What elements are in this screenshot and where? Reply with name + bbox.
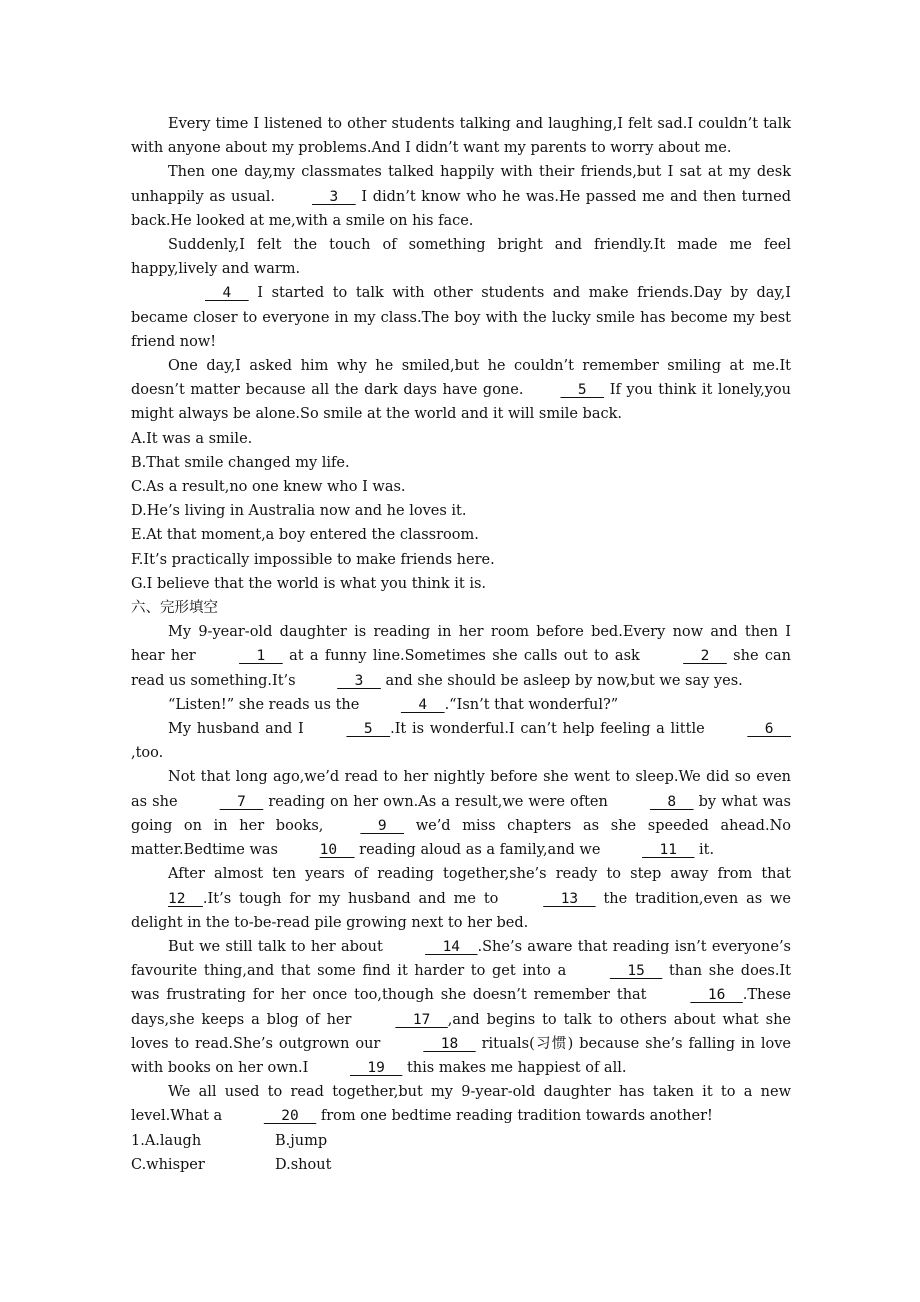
text: I started to talk with other students and make friends.Day by day,I became closer to everyone in my class.The boy with the lucky smile has become my best friend now! — [131, 285, 791, 350]
text: .These days,she keeps a blog of her — [131, 987, 791, 1028]
paragraph — [131, 693, 791, 717]
text: it. — [694, 842, 715, 859]
answer-blank: 2 — [683, 648, 727, 665]
text: ,too. — [131, 745, 164, 762]
text: the tradition,even as we delight in the to-be-read pile growing next to her bed. — [131, 890, 792, 931]
text: .It’s tough for my husband and me to — [202, 890, 507, 907]
text: by what was going on in her books, — [131, 793, 791, 834]
option: D.He’s living in Australia now and he loves it. — [131, 503, 467, 520]
answer-blank: 5 — [560, 382, 605, 399]
text: One day,I asked him why he smiled,but he couldn’t remember smiling at me.It doesn’t matter because all the dark days have gone. — [131, 358, 791, 399]
answer-blank: 8 — [649, 793, 694, 810]
section-heading: 六、完形填空 — [131, 600, 218, 617]
text: After almost ten years of reading together,she’s ready to step away from that — [168, 866, 791, 883]
paragraph — [131, 354, 791, 427]
answer-blank: 17 — [395, 1011, 448, 1028]
paragraph: Every time I listened to other students talking and laughing,I felt sad.I couldn’t talk with anyone about my problems.And I didn’t want my parents to worry about me. — [131, 116, 791, 157]
paragraph — [131, 1080, 791, 1128]
text: My 9-year-old daughter is reading in her room before bed.Every now and then I hear her — [131, 624, 791, 665]
option: B.That smile changed my life. — [131, 454, 350, 471]
option: A.It was a smile. — [131, 430, 253, 447]
answer-blank: 20 — [263, 1108, 317, 1125]
option-d: D.shout — [275, 1156, 332, 1173]
text: at a funny line.Sometimes she calls out to ask — [282, 648, 647, 665]
document-page — [131, 112, 791, 1177]
paragraph — [131, 620, 791, 693]
option: G.I believe that the world is what you think it is. — [131, 575, 487, 592]
paragraph — [131, 935, 791, 1080]
answer-blank: 19 — [349, 1059, 403, 1076]
answer-blank: 18 — [423, 1035, 476, 1052]
answer-blank: 6 — [747, 721, 791, 738]
text: Not that long ago,we’d read to her nightly before she went to sleep.We did so even as she — [131, 769, 791, 810]
option: C.As a result,no one knew who I was. — [131, 479, 406, 496]
text: I didn’t know who he was.He passed me and then turned back.He looked at me,with a smile on his face. — [131, 188, 791, 229]
text: than she does.It was frustrating for her once too,though she doesn’t remember that — [131, 963, 791, 1004]
answer-blank: 10 — [319, 842, 355, 859]
text: .“Isn’t that wonderful?” — [444, 696, 619, 713]
text: reading on her own.As a result,we were often — [263, 793, 613, 810]
text: .She’s aware that reading isn’t everyone’s favourite thing,and that some find it harder to get into a — [131, 938, 792, 980]
text: from one bedtime reading tradition towards another! — [316, 1108, 713, 1125]
text: ,and begins to talk to others about what she loves to read.She’s outgrown our — [131, 1011, 791, 1052]
text: We all used to read together,but my 9-year-old daughter has taken it to a new level.What a — [131, 1084, 791, 1125]
answer-blank: 3 — [337, 672, 381, 689]
text: and she should be asleep by now,but we say yes. — [380, 672, 743, 689]
answer-blank: 4 — [205, 285, 249, 302]
answer-blank: 7 — [219, 793, 264, 810]
option: F.It’s practically impossible to make friends here. — [131, 551, 495, 568]
question-1-options — [131, 1153, 791, 1177]
question-1-options — [131, 1129, 791, 1153]
text: .It is wonderful.I can’t help feeling a little — [390, 721, 711, 738]
text: My husband and I — [168, 721, 310, 738]
text: reading aloud as a family,and we — [354, 842, 606, 859]
paragraph: Suddenly,I felt the touch of something bright and friendly.It made me feel happy,lively and warm. — [131, 237, 791, 278]
paragraph — [131, 160, 791, 233]
option: E.At that moment,a boy entered the classroom. — [131, 527, 479, 544]
paragraph — [131, 717, 791, 765]
answer-blank: 5 — [346, 721, 391, 738]
paragraph — [131, 862, 791, 935]
answer-blank: 4 — [400, 696, 445, 713]
answer-blank: 12 — [168, 890, 203, 907]
text: rituals(习惯) because she’s falling in love with books on her own.I — [131, 1035, 791, 1076]
paragraph — [131, 765, 791, 862]
answer-blank: 3 — [312, 188, 356, 205]
text: Then one day,my classmates talked happily with their friends,but I sat at my desk unhappily as usual. — [131, 164, 791, 205]
answer-blank: 13 — [543, 890, 596, 907]
answer-blank: 14 — [425, 938, 478, 955]
option-a: 1.A.laugh — [131, 1132, 202, 1149]
answer-blank: 15 — [609, 963, 663, 980]
text: If you think it lonely,you might always be alone.So smile at the world and it will smile back. — [131, 382, 791, 423]
answer-blank: 1 — [239, 648, 283, 665]
text: But we still talk to her about — [168, 938, 389, 955]
answer-blank: 16 — [690, 987, 743, 1004]
answer-blank: 11 — [642, 842, 695, 859]
option-c: C.whisper — [131, 1156, 205, 1173]
text: we’d miss chapters as she speeded ahead.No matter.Bedtime was — [131, 817, 791, 859]
text: this makes me happiest of all. — [402, 1059, 627, 1076]
option-b: B.jump — [275, 1132, 328, 1149]
paragraph — [131, 281, 791, 354]
answer-blank: 9 — [360, 817, 405, 834]
text: she can read us something.It’s — [131, 648, 791, 689]
text: “Listen!” she reads us the — [168, 696, 364, 713]
